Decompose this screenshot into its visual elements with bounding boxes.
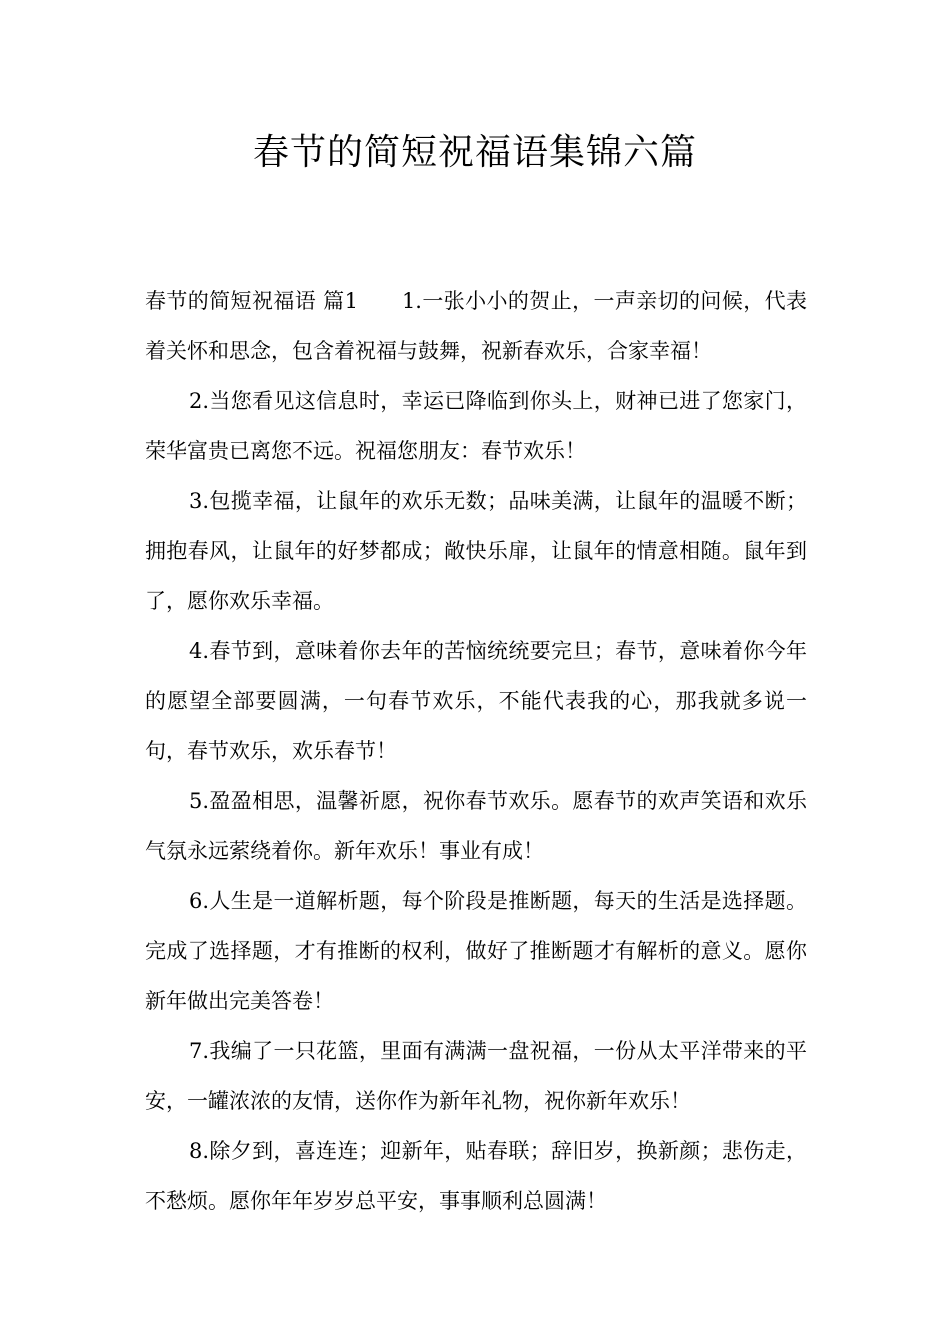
paragraph-4: 4.春节到，意味着你去年的苦恼统统要完旦；春节，意味着你今年的愿望全部要圆满，一句春节欢乐，不能代表我的心，那我就多说一句，春节欢乐，欢乐春节！ (145, 639, 807, 763)
paragraph-7: 7.我编了一只花篮，里面有满满一盘祝福，一份从太平洋带来的平安，一罐浓浓的友情，送你作为新年礼物，祝你新年欢乐！ (145, 1039, 807, 1113)
document-body (145, 276, 807, 1226)
paragraph-5: 5.盈盈相思，温馨祈愿，祝你春节欢乐。愿春节的欢声笑语和欢乐气氛永远萦绕着你。新年欢乐！事业有成！ (145, 789, 807, 863)
paragraph-6: 6.人生是一道解析题，每个阶段是推断题，每天的生活是选择题。完成了选择题，才有推断的权利，做好了推断题才有解析的意义。愿你新年做出完美答卷！ (145, 889, 807, 1013)
paragraph-2: 2.当您看见这信息时，幸运已降临到你头上，财神已进了您家门，荣华富贵已离您不远。祝福您朋友：春节欢乐！ (145, 389, 807, 463)
document-title: 春节的简短祝福语集锦六篇 (252, 132, 697, 173)
paragraph-text: 1.一张小小的贺止，一声亲切的问候，代表着关怀和思念，包含着祝福与鼓舞，祝新春欢乐，合家幸福！ (145, 289, 807, 363)
paragraph-1 (145, 276, 807, 376)
section-heading: 春节的简短祝福语 篇1 (145, 289, 358, 313)
paragraph-8: 8.除夕到，喜连连；迎新年，贴春联；辞旧岁，换新颜；悲伤走，不愁烦。愿你年年岁岁总平安，事事顺利总圆满！ (145, 1139, 807, 1213)
paragraph-3: 3.包揽幸福，让鼠年的欢乐无数；品味美满，让鼠年的温暖不断；拥抱春风，让鼠年的好梦都成；敞快乐扉，让鼠年的情意相随。鼠年到了，愿你欢乐幸福。 (145, 489, 807, 613)
